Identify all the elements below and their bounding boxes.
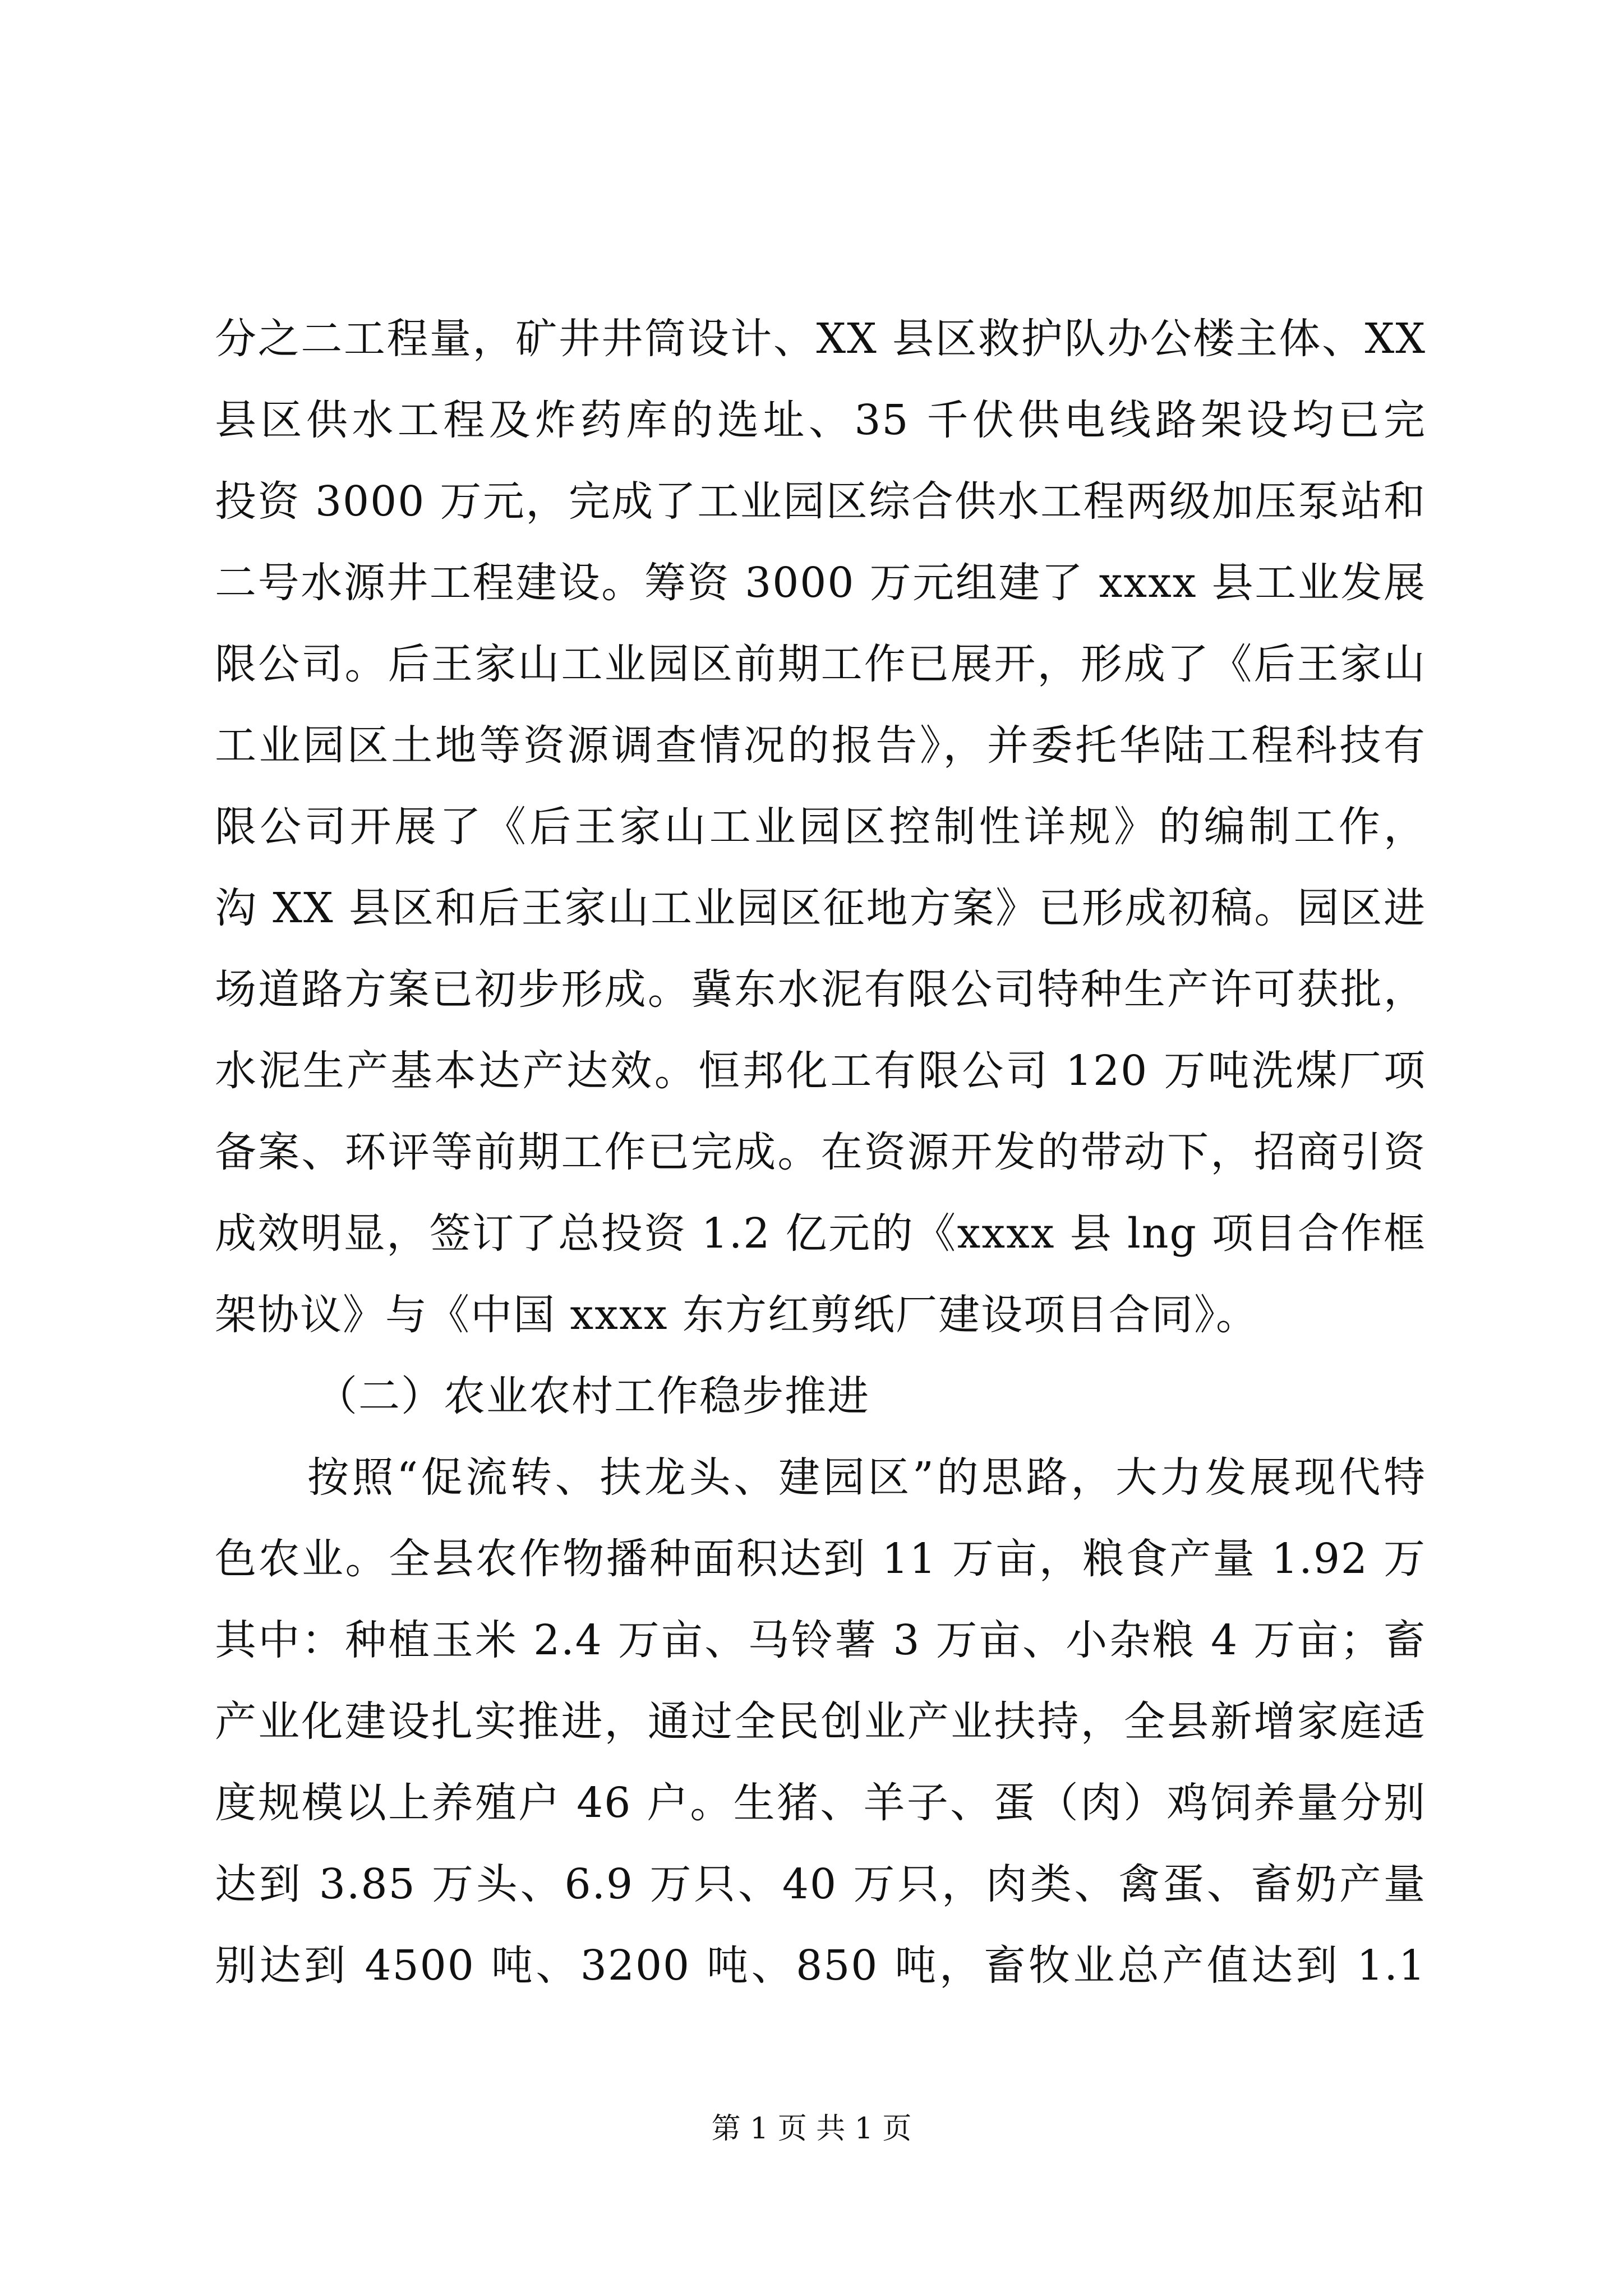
text-line: 县区供水工程及炸药库的选址、35 千伏供电线路架设均已完 xyxy=(215,396,1426,444)
text-line-paragraph-end: 架协议》与《中国 xxxx 东方红剪纸厂建设项目合同》。 xyxy=(215,1291,1258,1339)
text-line: 色农业。全县农作物播种面积达到 11 万亩，粮食产量 1.92 万 xyxy=(215,1535,1426,1583)
text-line: 限公司。后王家山工业园区前期工作已展开，形成了《后王家山 xyxy=(215,640,1426,688)
text-line: 水泥生产基本达产达效。恒邦化工有限公司 120 万吨洗煤厂项 xyxy=(215,1047,1426,1095)
text-line: 产业化建设扎实推进，通过全民创业产业扶持，全县新增家庭适 xyxy=(215,1697,1426,1746)
text-line: 场道路方案已初步形成。冀东水泥有限公司特种生产许可获批， xyxy=(215,965,1426,1014)
text-line: 别达到 4500 吨、3200 吨、850 吨，畜牧业总产值达到 1.1 xyxy=(215,1941,1426,1990)
text-line: 备案、环评等前期工作已完成。在资源开发的带动下，招商引资 xyxy=(215,1128,1426,1176)
text-line: 沟 XX 县区和后王家山工业园区征地方案》已形成初稿。园区进 xyxy=(215,884,1426,932)
text-line: 工业园区土地等资源调查情况的报告》，并委托华陆工程科技有 xyxy=(215,721,1426,770)
page-number-footer: 第 1 页 共 1 页 xyxy=(711,2112,912,2146)
text-line: 达到 3.85 万头、6.9 万只、40 万只，肉类、禽蛋、畜奶产量 xyxy=(215,1860,1426,1908)
text-line: 投资 3000 万元，完成了工业园区综合供水工程两级加压泵站和 xyxy=(215,477,1426,526)
text-line: 成效明显，签订了总投资 1.2 亿元的《xxxx 县 lng 项目合作框 xyxy=(215,1209,1426,1258)
text-line: 限公司开展了《后王家山工业园区控制性详规》的编制工作， xyxy=(215,803,1426,851)
section-heading: （二）农业农村工作稳步推进 xyxy=(316,1372,870,1420)
document-body xyxy=(215,298,1426,2007)
text-line-paragraph-start: 按照“促流转、扶龙头、建园区”的思路，大力发展现代特 xyxy=(307,1453,1426,1502)
text-line: 分之二工程量，矿井井筒设计、XX 县区救护队办公楼主体、XX xyxy=(215,315,1426,363)
text-line: 度规模以上养殖户 46 户。生猪、羊子、蛋（肉）鸡饲养量分别 xyxy=(215,1779,1426,1827)
text-line: 其中：种植玉米 2.4 万亩、马铃薯 3 万亩、小杂粮 4 万亩；畜 xyxy=(215,1616,1426,1664)
text-line: 二号水源井工程建设。筹资 3000 万元组建了 xxxx 县工业发展 xyxy=(215,559,1426,607)
